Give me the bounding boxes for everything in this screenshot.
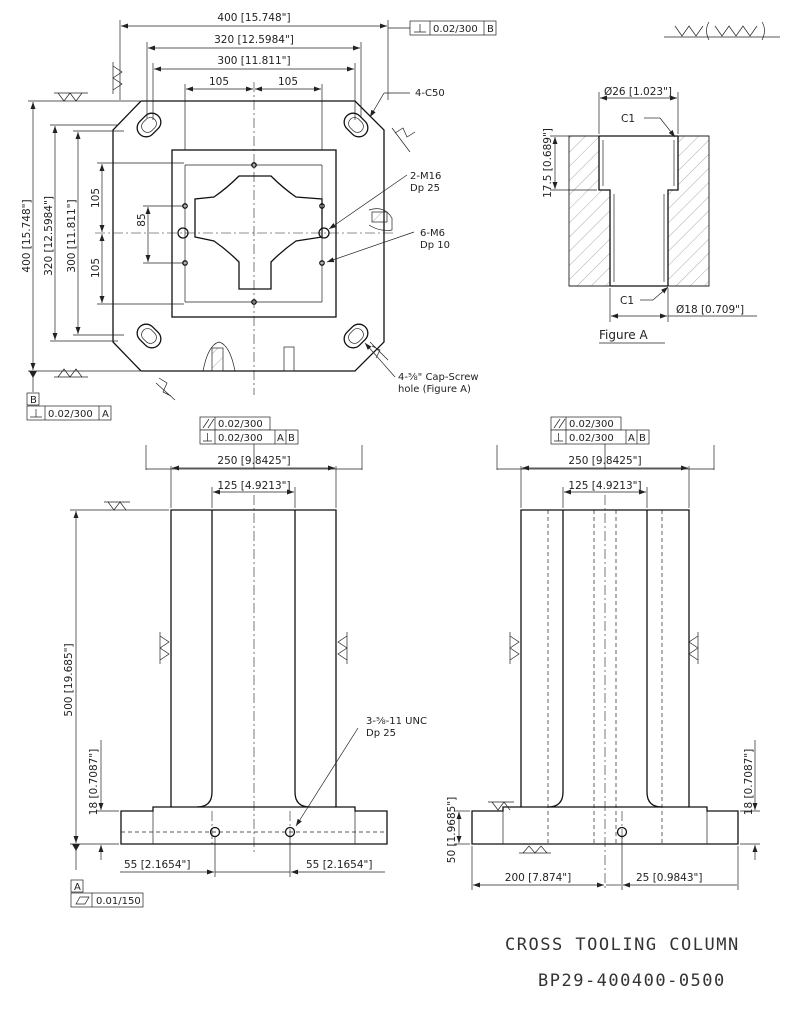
fig-a-dim-17-5: 17.5 [0.689"] — [542, 128, 554, 198]
vdim-400: 400 [15.748"] — [21, 199, 33, 273]
vdim-85: 85 — [136, 213, 148, 227]
thread-m16-depth: Dp 25 — [410, 183, 440, 194]
front-view — [121, 495, 387, 855]
perp-tol-top-ref: B — [487, 24, 494, 35]
side-dim-250: 250 [9.8425"] — [568, 455, 642, 467]
dim-105-left: 105 — [208, 76, 230, 88]
front-dim-250: 250 [9.8425"] — [217, 455, 291, 467]
vdim-300: 300 [11.811"] — [66, 199, 78, 273]
front-vdim-500: 500 [19.685"] — [63, 643, 75, 717]
vdim-320: 320 [12.5984"] — [43, 196, 55, 276]
side-view-dimensions — [446, 445, 760, 890]
unc-depth: Dp 25 — [366, 728, 396, 739]
front-dim-55-left: 55 [2.1654"] — [124, 859, 191, 871]
dim-300: 300 [11.811"] — [217, 55, 291, 67]
fig-a-caption: Figure A — [599, 328, 648, 342]
datum-b-tol: 0.02/300 — [48, 409, 93, 420]
side-view — [472, 495, 738, 890]
flatness-tol: 0.01/150 — [96, 896, 141, 907]
datum-a-frame — [71, 844, 143, 907]
dim-400: 400 [15.748"] — [217, 12, 291, 24]
front-parallel-tol: 0.02/300 — [218, 419, 263, 430]
perp-tol-top-value: 0.02/300 — [433, 24, 478, 35]
cap-screw-slot-tl — [133, 109, 164, 140]
datum-a-letter: A — [74, 882, 81, 893]
fig-a-c1-bottom: C1 — [620, 295, 635, 307]
top-view — [95, 82, 395, 395]
cap-screw-note-line2: hole (Figure A) — [398, 384, 471, 395]
figure-a — [542, 86, 757, 343]
fig-a-dia-26: Ø26 [1.023"] — [603, 86, 673, 98]
front-ref-a: A — [277, 433, 284, 444]
datum-b-letter: B — [30, 395, 37, 406]
side-view-finish-marks — [488, 632, 698, 853]
side-ref-a: A — [628, 433, 635, 444]
thread-m16-label: 2-M16 — [410, 171, 442, 182]
side-parallel-tol: 0.02/300 — [569, 419, 614, 430]
side-perp-tol: 0.02/300 — [569, 433, 614, 444]
side-vdim-50: 50 [1.9685"] — [446, 796, 458, 864]
front-dim-55-right: 55 [2.1654"] — [306, 859, 373, 871]
side-dim-125: 125 [4.9213"] — [568, 480, 642, 492]
front-perp-tol: 0.02/300 — [218, 433, 263, 444]
front-ref-b: B — [288, 433, 295, 444]
top-view-callouts — [327, 88, 479, 395]
datum-b-frame — [27, 371, 111, 420]
fig-a-c1-top: C1 — [621, 113, 636, 125]
front-dim-125: 125 [4.9213"] — [217, 480, 291, 492]
vdim-105-bottom: 105 — [90, 257, 102, 279]
surface-finish-legend — [664, 22, 780, 40]
thread-m6-label: 6-M6 — [420, 228, 445, 239]
cross-pocket — [195, 176, 322, 289]
cap-screw-slot-br — [340, 320, 371, 351]
side-dim-200: 200 [7.874"] — [504, 872, 572, 884]
top-view-outline — [113, 101, 384, 371]
front-vdim-18: 18 [0.7087"] — [88, 748, 100, 816]
datum-b-ref: A — [102, 409, 109, 420]
side-vdim-18: 18 [0.7087"] — [743, 748, 755, 816]
dim-105-right: 105 — [277, 76, 299, 88]
side-ref-b: B — [639, 433, 646, 444]
side-dim-25: 25 [0.9843"] — [636, 872, 703, 884]
cap-screw-slot-tr — [340, 109, 371, 140]
thread-m6-depth: Dp 10 — [420, 240, 450, 251]
perp-tolerance-frame-top — [388, 21, 496, 35]
title-block — [505, 935, 740, 991]
unc-note: 3-⅝-11 UNC — [366, 716, 427, 727]
vdim-105-top: 105 — [90, 187, 102, 209]
part-number: BP29-400400-0500 — [538, 971, 726, 991]
drawing-title: CROSS TOOLING COLUMN — [505, 935, 740, 955]
cap-screw-slot-bl — [133, 320, 164, 351]
fig-a-dia-18: Ø18 [0.709"] — [676, 304, 745, 316]
chamfer-note: 4-C50 — [415, 88, 445, 99]
dim-320: 320 [12.5984"] — [214, 34, 294, 46]
cap-screw-note-line1: 4-⅝" Cap-Screw — [398, 372, 479, 383]
